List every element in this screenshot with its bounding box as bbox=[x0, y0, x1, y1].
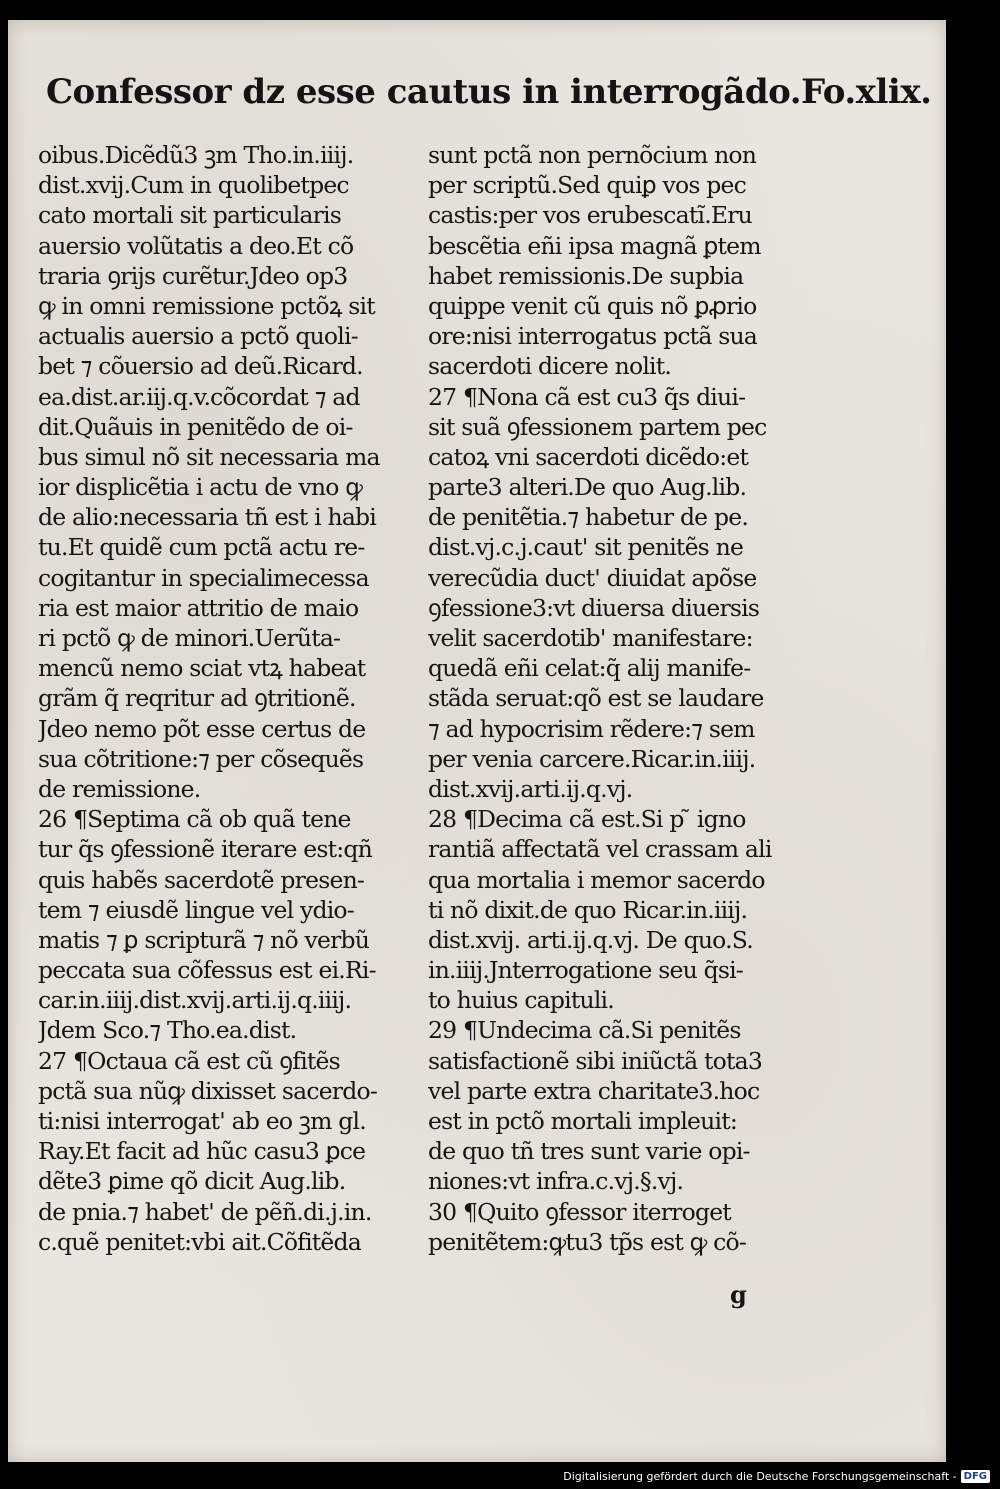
text-line: castis:per vos erubescatĩ.Eru bbox=[428, 201, 752, 230]
text-line: dẽte3 ꝑime qõ dicit Aug.lib. bbox=[38, 1167, 346, 1196]
text-line: dist.vj.c.j.caut' sit penitẽs ne bbox=[428, 533, 744, 562]
text-line: actualis auersio a pctõ quoli- bbox=[38, 322, 358, 351]
text-line: bescẽtia eñi ipsa magnã ꝑtem bbox=[428, 231, 761, 260]
text-line: oibus.Dicẽdũ3 ꝫm Tho.in.iiij. bbox=[38, 141, 354, 169]
text-line: velit sacerdotib' manifestare: bbox=[428, 624, 753, 652]
signature-mark: g bbox=[730, 1280, 747, 1309]
text-line: 29 ¶Undecima cã.Si penitẽs bbox=[428, 1016, 741, 1045]
text-line: sacerdoti dicere nolit. bbox=[428, 352, 672, 381]
text-line: est in pctõ mortali impleuit: bbox=[428, 1107, 737, 1135]
text-line: de quo tñ tres sunt varie opi- bbox=[428, 1137, 750, 1166]
text-line: de penitẽtia.⁊ habetur de pe. bbox=[428, 503, 748, 532]
text-line: 27 ¶Nona cã est cu3 q̃s diui- bbox=[428, 382, 746, 411]
text-line: traria ꝯrijs curẽtur.Jdeo op3 bbox=[38, 261, 348, 290]
text-line: sunt pctã non pernõcium non bbox=[428, 141, 757, 169]
text-line: 26 ¶Septima cã ob quã tene bbox=[38, 805, 351, 834]
text-line: ti:nisi interrogat' ab eo ꝫm gl. bbox=[38, 1107, 366, 1135]
text-line: ⁊ ad hypocrisim rẽdere:⁊ sem bbox=[428, 714, 755, 743]
text-line: 30 ¶Quito ꝯfessor iterroget bbox=[428, 1197, 731, 1226]
text-line: pctã sua nũꝙ dixisset sacerdo- bbox=[38, 1076, 377, 1105]
text-line: tem ⁊ eiusdẽ lingue vel ydio- bbox=[38, 895, 354, 924]
text-line: ti nõ dixit.de quo Ricar.in.iiij. bbox=[428, 895, 748, 924]
text-line: stãda seruat:qõ est se laudare bbox=[428, 684, 764, 713]
text-line: per scriptũ.Sed quiꝑ vos pec bbox=[428, 171, 746, 200]
text-line: in.iiij.Jnterrogatione seu q̃si- bbox=[428, 956, 743, 985]
text-line: 27 ¶Octaua cã est cũ ꝯfitẽs bbox=[38, 1046, 340, 1075]
text-line: ꝙ in omni remissione pctõꝝ sit bbox=[38, 291, 375, 320]
text-line: dist.xvij. arti.ij.q.vj. De quo.S. bbox=[428, 925, 753, 954]
text-line: Jdem Sco.⁊ Tho.ea.dist. bbox=[38, 1016, 297, 1045]
text-line: de remissione. bbox=[38, 774, 201, 803]
text-line: de alio:necessaria tñ est i habi bbox=[38, 503, 377, 532]
text-line: rantiã affectatã vel crassam ali bbox=[428, 835, 772, 864]
text-line: auersio volũtatis a deo.Et cõ bbox=[38, 231, 354, 260]
digitization-footer bbox=[563, 1467, 990, 1485]
text-line: sit suã ꝯfessionem partem pec bbox=[428, 412, 767, 441]
text-line: matis ⁊ ꝑ scripturã ⁊ nõ verbũ bbox=[38, 925, 370, 954]
text-line: grãm q̃ reqritur ad ꝯtritionẽ. bbox=[38, 684, 356, 713]
text-line: ria est maior attritio de maio bbox=[38, 593, 359, 622]
footer-credit-text: Digitalisierung gefördert durch die Deutsche Forschungsgemeinschaft - bbox=[563, 1469, 957, 1483]
text-line: habet remissionis.De supbia bbox=[428, 261, 744, 290]
text-line: ꝯfessione3:vt diuersa diuersis bbox=[428, 593, 760, 622]
text-line: sua cõtritione:⁊ per cõsequẽs bbox=[38, 744, 364, 773]
text-line: to huius capituli. bbox=[428, 986, 614, 1015]
text-line: c.quẽ penitet:vbi ait.Cõfitẽda bbox=[38, 1227, 361, 1256]
text-line: parte3 alteri.De quo Aug.lib. bbox=[428, 473, 747, 502]
text-line: quis habẽs sacerdotẽ presen- bbox=[38, 865, 365, 894]
text-line: cato mortali sit particularis bbox=[38, 201, 342, 230]
text-line: car.in.iiij.dist.xvij.arti.ij.q.iiij. bbox=[38, 986, 352, 1015]
text-line: tu.Et quidẽ cum pctã actu re- bbox=[38, 533, 365, 562]
text-line: verecũdia duct' diuidat apõse bbox=[428, 563, 757, 592]
text-line: quippe venit cũ quis nõ ꝑꝓrio bbox=[428, 291, 757, 320]
left-text-column bbox=[38, 140, 422, 1257]
text-line: quedã eñi celat:q̃ alij manife- bbox=[428, 654, 751, 683]
text-line: peccata sua cõfessus est ei.Ri- bbox=[38, 956, 376, 985]
text-line: tur q̃s ꝯfessionẽ iterare est:qñ bbox=[38, 835, 372, 864]
text-line: dist.xvij.arti.ij.q.vj. bbox=[428, 774, 633, 803]
text-line: ore:nisi interrogatus pctã sua bbox=[428, 322, 758, 351]
text-line: vel parte extra charitate3.hoc bbox=[428, 1076, 760, 1105]
text-line: per venia carcere.Ricar.in.iiij. bbox=[428, 744, 756, 773]
text-line: satisfactionẽ sibi iniũctã tota3 bbox=[428, 1046, 762, 1075]
text-line: mencũ nemo sciat vtꝝ habeat bbox=[38, 654, 366, 683]
text-line: catoꝝ vni sacerdoti dicẽdo:et bbox=[428, 442, 749, 471]
text-line: bet ⁊ cõuersio ad deũ.Ricard. bbox=[38, 352, 363, 381]
running-head-title: Confessor dz esse cautus in interrogãdo. bbox=[46, 72, 802, 112]
text-line: ior displicẽtia i actu de vno ꝙ bbox=[38, 473, 363, 502]
text-line: qua mortalia i memor sacerdo bbox=[428, 865, 765, 894]
text-line: ri pctõ ꝙ de minori.Uerũta- bbox=[38, 624, 341, 652]
text-line: Ray.Et facit ad hũc casu3 ꝑce bbox=[38, 1137, 366, 1166]
dfg-logo-icon: DFG bbox=[961, 1470, 990, 1483]
text-line: niones:vt infra.c.vj.§.vj. bbox=[428, 1167, 684, 1196]
text-line: 28 ¶Decima cã est.Si p ̃ igno bbox=[428, 805, 746, 834]
text-line: ea.dist.ar.iij.q.v.cõcordat ⁊ ad bbox=[38, 382, 360, 411]
text-line: penitẽtem:ꝙtu3 tp̃s est ꝙ cõ- bbox=[428, 1227, 747, 1256]
text-line: cogitantur in specialimecessa bbox=[38, 563, 369, 592]
text-line: de pnia.⁊ habet' de pẽñ.di.j.in. bbox=[38, 1197, 372, 1226]
running-head bbox=[46, 72, 932, 132]
folio-number: Fo.xlix. bbox=[801, 72, 932, 112]
text-line: Jdeo nemo põt esse certus de bbox=[38, 714, 366, 743]
text-line: bus simul nõ sit necessaria ma bbox=[38, 442, 380, 471]
text-line: dit.Quãuis in penitẽdo de oi- bbox=[38, 412, 353, 441]
right-text-column bbox=[428, 140, 820, 1257]
text-line: dist.xvij.Cum in quolibetpec bbox=[38, 171, 349, 200]
book-page bbox=[8, 20, 946, 1462]
